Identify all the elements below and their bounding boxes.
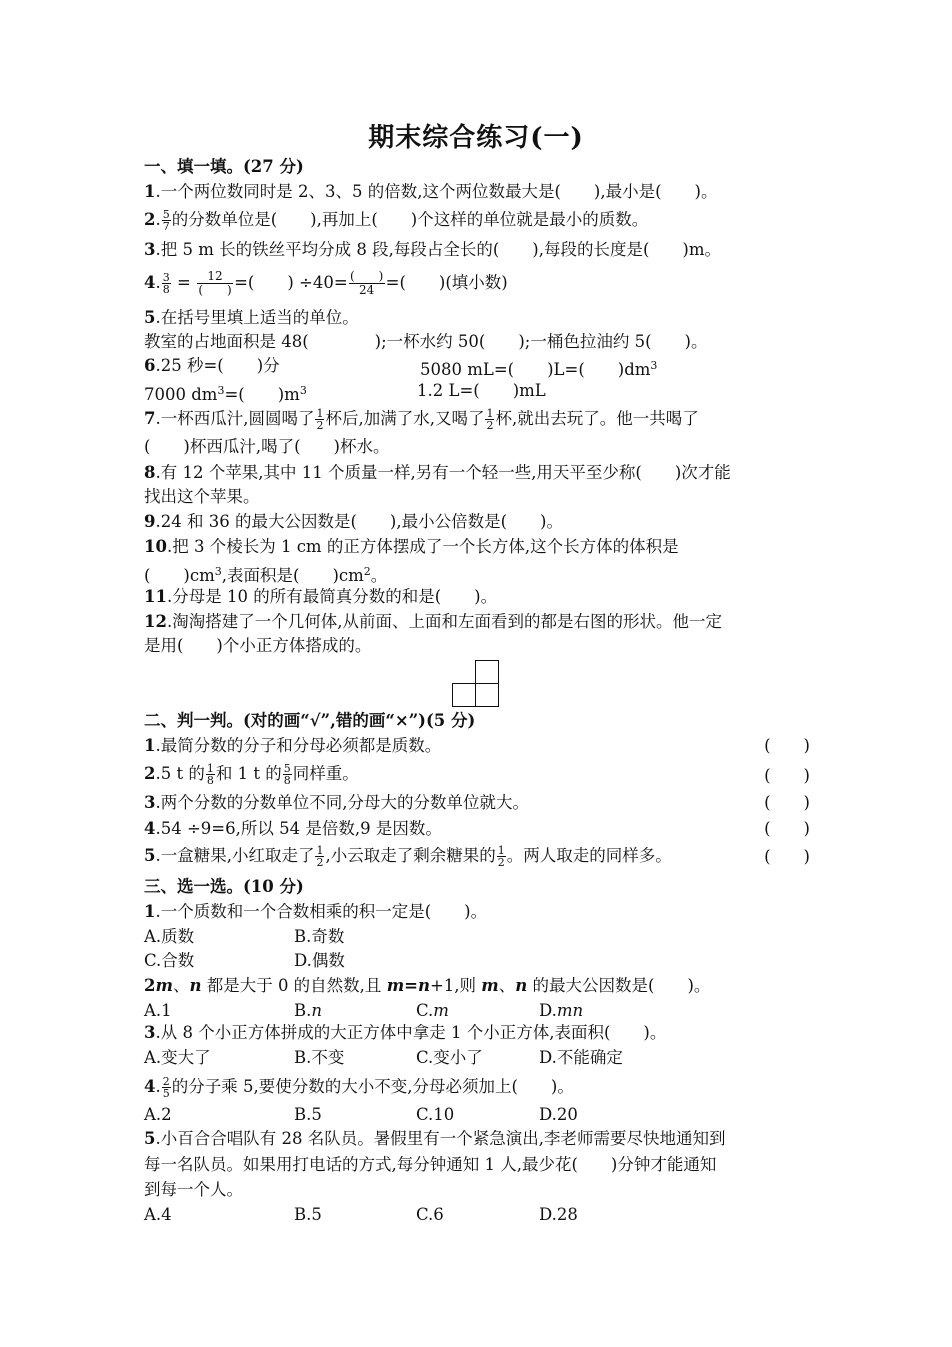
question-number: 3 bbox=[144, 240, 156, 259]
question-text: 的最大公因数是( )。 bbox=[527, 976, 711, 995]
question-text: .把 5 m 长的铁丝平均分成 8 段,每段占全长的( ),每段的长度是( )m。 bbox=[155, 240, 721, 259]
fraction bbox=[162, 209, 171, 232]
superscript: 3 bbox=[299, 384, 307, 397]
question-text: 5080 mL=( )L=( )dm bbox=[420, 360, 651, 379]
question-text: 杯后,加满了水,又喝了 bbox=[325, 409, 485, 428]
option-value: mn bbox=[556, 1001, 584, 1020]
choice-2-option-d bbox=[539, 1000, 583, 1022]
question-text: 同样重。 bbox=[292, 764, 359, 783]
numerator: 1 bbox=[206, 762, 214, 775]
question-text: ,小云取走了剩余糖果的 bbox=[325, 846, 496, 865]
choice-1-option-d: D.偶数 bbox=[294, 951, 345, 970]
option-letter: C. bbox=[416, 1001, 434, 1020]
choice-4-option-a: A.2 bbox=[144, 1105, 172, 1124]
question-1-7-line2: ( )杯西瓜汁,喝了( )杯水。 bbox=[144, 437, 390, 456]
variable-n: n bbox=[189, 976, 202, 995]
question-number: 1 bbox=[144, 736, 156, 755]
choice-2-option-c bbox=[416, 1000, 449, 1022]
question-number: 2 bbox=[144, 764, 156, 783]
question-text: .把 3 个棱长为 1 cm 的正方体摆成了一个长方体,这个长方体的体积是 bbox=[166, 537, 679, 556]
fraction bbox=[283, 763, 292, 786]
question-number: 8 bbox=[144, 463, 156, 482]
choice-4 bbox=[144, 1076, 574, 1099]
question-1-5 bbox=[144, 307, 359, 329]
fraction bbox=[162, 272, 171, 295]
question-text: .分母是 10 的所有最简真分数的和是( )。 bbox=[166, 587, 498, 606]
denominator: 2 bbox=[316, 419, 324, 432]
choice-1-option-b: B.奇数 bbox=[294, 927, 345, 946]
variable-m: m bbox=[155, 976, 173, 995]
question-text: .有 12 个苹果,其中 11 个质量一样,另有一个轻一些,用天平至少称( )次才能 bbox=[155, 463, 731, 482]
question-1-7 bbox=[144, 408, 699, 431]
separator: 、 bbox=[172, 976, 190, 995]
fraction bbox=[162, 1076, 171, 1099]
question-1-12 bbox=[144, 611, 722, 633]
cube-bottom-left bbox=[452, 683, 476, 707]
superscript: 2 bbox=[363, 565, 371, 578]
question-number: 4 bbox=[144, 273, 156, 292]
numerator: 1 bbox=[316, 407, 324, 420]
fraction bbox=[485, 408, 494, 431]
question-number: 3 bbox=[144, 793, 156, 812]
question-1-6c bbox=[144, 380, 307, 406]
judge-1 bbox=[144, 735, 441, 757]
question-text: .两个分数的分数单位不同,分母大的分数单位就大。 bbox=[155, 793, 529, 812]
question-text: .一杯西瓜汁,圆圆喝了 bbox=[155, 409, 315, 428]
answer-paren: ( ) bbox=[764, 819, 810, 838]
question-text: ( )cm bbox=[144, 566, 215, 585]
choice-3-option-b: B.不变 bbox=[294, 1048, 345, 1067]
choice-1-option-a: A.质数 bbox=[144, 927, 195, 946]
choice-3 bbox=[144, 1022, 666, 1044]
option-letter: D. bbox=[539, 1001, 557, 1020]
question-number: 5 bbox=[144, 846, 156, 865]
numerator: 5 bbox=[162, 208, 170, 221]
denominator: 2 bbox=[486, 419, 494, 432]
question-number: 2 bbox=[144, 210, 156, 229]
section-2-heading: 二、判一判。(对的画“√”,错的画“×”)(5 分) bbox=[144, 711, 476, 730]
numerator: 1 bbox=[486, 407, 494, 420]
superscript: 3 bbox=[650, 359, 658, 372]
dot: . bbox=[155, 210, 161, 229]
choice-5-option-a: A.4 bbox=[144, 1205, 172, 1224]
option-letter: B. bbox=[294, 1001, 312, 1020]
question-1-6b bbox=[420, 355, 657, 381]
question-text: .最简分数的分子和分母必须都是质数。 bbox=[155, 736, 442, 755]
question-1-2 bbox=[144, 209, 648, 232]
question-text: 和 1 t 的 bbox=[215, 764, 282, 783]
choice-4-option-d: D.20 bbox=[539, 1105, 578, 1124]
judge-5 bbox=[144, 845, 672, 868]
choice-2-option-b bbox=[294, 1000, 322, 1022]
choice-5-option-d: D.28 bbox=[539, 1205, 578, 1224]
numerator: ( ) bbox=[349, 269, 384, 283]
cube-bottom-right bbox=[475, 683, 499, 707]
fraction bbox=[315, 408, 324, 431]
question-1-8 bbox=[144, 462, 731, 484]
question-1-5-line2: 教室的占地面积是 48( );一杯水约 50( );一桶色拉油约 5( )。 bbox=[144, 332, 708, 351]
answer-paren: ( ) bbox=[764, 736, 810, 755]
question-text: =( )(填小数) bbox=[385, 273, 508, 292]
fraction bbox=[206, 763, 215, 786]
section-1-heading: 一、填一填。(27 分) bbox=[144, 157, 304, 176]
variable-m: m bbox=[481, 976, 499, 995]
denominator: 24 bbox=[359, 283, 375, 297]
variable-n: n bbox=[515, 976, 528, 995]
question-text: 都是大于 0 的自然数,且 bbox=[201, 976, 387, 995]
denominator: ( ) bbox=[198, 283, 232, 297]
question-number: 7 bbox=[144, 409, 156, 428]
question-number: 11 bbox=[144, 587, 167, 606]
question-text: 。 bbox=[370, 566, 388, 585]
question-number: 4 bbox=[144, 819, 156, 838]
question-text: .一盒糖果,小红取走了 bbox=[155, 846, 315, 865]
question-number: 10 bbox=[144, 537, 167, 556]
question-text: .从 8 个小正方体拼成的大正方体中拿走 1 个小正方体,表面积( )。 bbox=[155, 1023, 667, 1042]
fraction bbox=[349, 270, 385, 297]
choice-5 bbox=[144, 1128, 725, 1150]
question-text: =( )m bbox=[224, 385, 300, 404]
question-1-9 bbox=[144, 511, 563, 533]
question-1-3 bbox=[144, 239, 721, 261]
question-number: 5 bbox=[144, 1129, 156, 1148]
question-text: .24 和 36 的最大公因数是( ),最小公倍数是( )。 bbox=[155, 512, 563, 531]
page-title: 期末综合练习(一) bbox=[368, 123, 584, 153]
denominator: 2 bbox=[497, 856, 505, 869]
question-text: ,表面积是( )cm bbox=[221, 566, 364, 585]
equation: m=n bbox=[386, 976, 430, 995]
choice-1-option-c: C.合数 bbox=[144, 951, 195, 970]
choice-5-option-c: C.6 bbox=[416, 1205, 444, 1224]
judge-2 bbox=[144, 763, 359, 786]
numerator: 2 bbox=[162, 1075, 170, 1088]
numerator: 12 bbox=[197, 270, 233, 284]
question-text: +1,则 bbox=[429, 976, 482, 995]
denominator: 8 bbox=[162, 283, 170, 296]
choice-2 bbox=[144, 975, 710, 997]
option-value: m bbox=[433, 1001, 449, 1020]
superscript: 3 bbox=[214, 565, 222, 578]
question-number: 2 bbox=[144, 976, 156, 995]
choice-5-line2: 每一名队员。如果用打电话的方式,每分钟通知 1 人,最少花( )分钟才能通知 bbox=[144, 1155, 717, 1174]
choice-3-option-c: C.变小了 bbox=[416, 1048, 483, 1067]
question-1-10 bbox=[144, 536, 679, 558]
numerator: 1 bbox=[316, 844, 324, 857]
numerator: 1 bbox=[497, 844, 505, 857]
question-number: 12 bbox=[144, 612, 167, 631]
question-text: 的分数单位是( ),再加上( )个这样的单位就是最小的质数。 bbox=[171, 210, 649, 229]
choice-5-option-b: B.5 bbox=[294, 1205, 322, 1224]
denominator: 2 bbox=[316, 856, 324, 869]
question-1-12-line2: 是用( )个小正方体搭成的。 bbox=[144, 636, 372, 655]
question-number: 4 bbox=[144, 1077, 156, 1096]
separator: 、 bbox=[498, 976, 516, 995]
question-number: 1 bbox=[144, 182, 156, 201]
choice-3-option-d: D.不能确定 bbox=[539, 1048, 623, 1067]
question-1-10-line2 bbox=[144, 561, 387, 587]
question-1-8-line2: 找出这个苹果。 bbox=[144, 487, 260, 506]
question-text: .小百合合唱队有 28 名队员。暑假里有一个紧急演出,李老师需要尽快地通知到 bbox=[155, 1129, 726, 1148]
question-text: .54 ÷9=6,所以 54 是倍数,9 是因数。 bbox=[155, 819, 442, 838]
denominator: 7 bbox=[162, 220, 170, 233]
section-3-heading: 三、选一选。(10 分) bbox=[144, 877, 304, 896]
question-text: .一个两位数同时是 2、3、5 的倍数,这个两位数最大是( ),最小是( )。 bbox=[155, 182, 718, 201]
question-1-4 bbox=[144, 270, 508, 297]
question-1-6d: 1.2 L=( )mL bbox=[417, 381, 546, 400]
answer-paren: ( ) bbox=[764, 793, 810, 812]
question-text: 7000 dm bbox=[144, 385, 218, 404]
cube-top bbox=[475, 660, 499, 684]
question-text: 杯,就出去玩了。他一共喝了 bbox=[495, 409, 699, 428]
question-number: 3 bbox=[144, 1023, 156, 1042]
choice-4-option-c: C.10 bbox=[416, 1105, 455, 1124]
question-number: 1 bbox=[144, 902, 156, 921]
question-number: 9 bbox=[144, 512, 156, 531]
question-1-11 bbox=[144, 586, 497, 608]
choice-3-option-a: A.变大了 bbox=[144, 1048, 211, 1067]
question-text: .5 t 的 bbox=[155, 764, 205, 783]
dot: . bbox=[155, 273, 161, 292]
judge-3 bbox=[144, 792, 529, 814]
equals: = bbox=[171, 273, 197, 292]
question-text: 的分子乘 5,要使分数的大小不变,分母必须加上( )。 bbox=[171, 1077, 574, 1096]
question-text: .淘淘搭建了一个几何体,从前面、上面和左面看到的都是右图的形状。他一定 bbox=[166, 612, 722, 631]
choice-2-option-a: A.1 bbox=[144, 1001, 172, 1020]
question-text: .一个质数和一个合数相乘的积一定是( )。 bbox=[155, 902, 488, 921]
numerator: 5 bbox=[283, 762, 291, 775]
superscript: 3 bbox=[217, 384, 225, 397]
dot: . bbox=[155, 1077, 161, 1096]
choice-4-option-b: B.5 bbox=[294, 1105, 322, 1124]
choice-5-line3: 到每一个人。 bbox=[144, 1180, 243, 1199]
question-1-1 bbox=[144, 181, 717, 203]
numerator: 3 bbox=[162, 271, 170, 284]
judge-4 bbox=[144, 818, 442, 840]
denominator: 8 bbox=[206, 774, 214, 787]
option-value: n bbox=[311, 1001, 323, 1020]
question-number: 5 bbox=[144, 308, 156, 327]
denominator: 5 bbox=[162, 1087, 170, 1100]
question-number: 6 bbox=[144, 356, 156, 375]
choice-1 bbox=[144, 901, 487, 923]
denominator: 8 bbox=[283, 774, 291, 787]
fraction bbox=[197, 270, 233, 297]
fraction bbox=[497, 845, 506, 868]
answer-paren: ( ) bbox=[764, 847, 810, 866]
question-1-6a bbox=[144, 355, 280, 377]
fraction bbox=[315, 845, 324, 868]
question-text: .在括号里填上适当的单位。 bbox=[155, 308, 359, 327]
question-text: .25 秒=( )分 bbox=[155, 356, 280, 375]
question-text: =( ) ÷40= bbox=[234, 273, 348, 292]
question-text: 。两人取走的同样多。 bbox=[506, 846, 672, 865]
answer-paren: ( ) bbox=[764, 766, 810, 785]
